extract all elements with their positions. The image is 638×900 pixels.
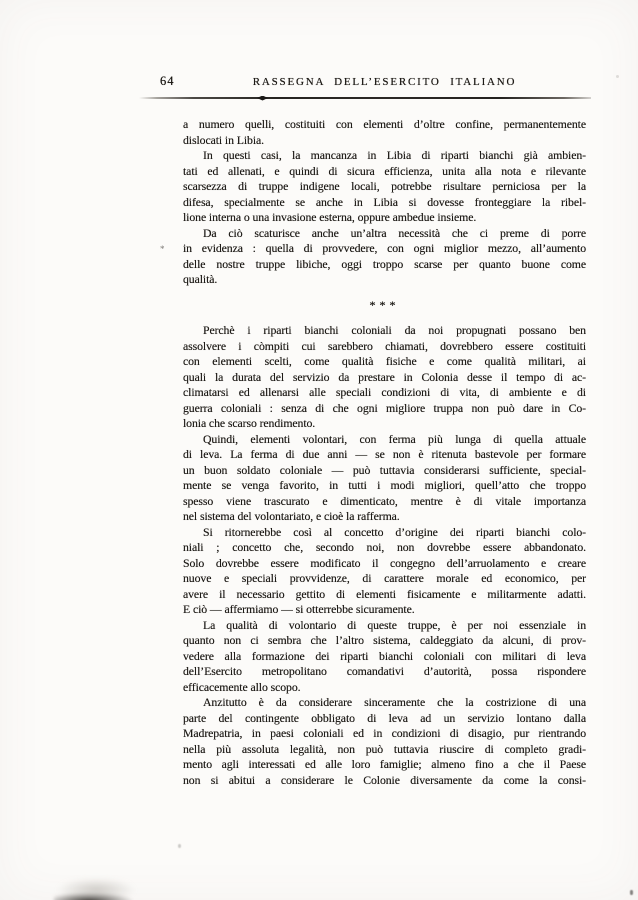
text-line: con elementi scelti, come qualità fisiche e come qualità militari, ai xyxy=(183,354,586,368)
journal-header-title: RASSEGNA DELL’ESERCITO ITALIANO xyxy=(252,76,517,88)
scan-speck xyxy=(616,75,619,78)
text-line: E ciò — affermiamo — si otterrebbe sicuramente. xyxy=(183,602,415,616)
scan-speck xyxy=(178,844,181,848)
text-line: lonia che scarso rendimento. xyxy=(183,416,316,430)
header-rule xyxy=(139,97,591,99)
text-line: dell’Esercito metropolitano comandativi d’autorità, possa rispondere xyxy=(183,664,586,678)
text-line: efficacemente allo scopo. xyxy=(183,679,301,694)
text-line: lione interna o una invasione esterna, oppure ambedue insieme. xyxy=(183,210,477,224)
text-line: avere il necessario gettito di elementi fisicamente e militarmente adatti. xyxy=(183,586,586,601)
text-line: Solo dovrebbe essere modificato il congegno dell’arruolamento e creare xyxy=(183,555,586,570)
text-line: nuove e speciali provvidenze, di carattere morale ed economico, per xyxy=(183,571,586,585)
text-line: Anzitutto è da considerare sinceramente che la costrizione di una xyxy=(203,695,586,709)
paragraph xyxy=(183,323,586,432)
text-line: quali la durata del servizio da prestare in Colonia desse il tempo di ac- xyxy=(183,369,586,384)
paragraph xyxy=(183,618,586,696)
rule-diamond-ornament xyxy=(257,96,268,101)
text-line: In questi casi, la mancanza in Libia di riparti bianchi già ambien- xyxy=(203,148,586,162)
text-line: quanto non ci sembra che l’altro sistema, caldeggiato da alcuni, di prov- xyxy=(183,633,586,647)
text-line: un buon soldato coloniale — può tuttavia considerarsi sufficiente, special- xyxy=(183,462,586,477)
text-line: climatarsi ed allenarsi alle speciali condizioni di vita, di ambiente e di xyxy=(183,385,586,399)
paragraph xyxy=(183,148,586,226)
text-line: mento agli interessati ed alle loro famiglie; almeno fino a che il Paese xyxy=(183,757,586,771)
text-line: non si abitui a considerare le Colonie diversamente da come la consi- xyxy=(183,772,586,787)
text-line: assolvere i còmpiti cui sarebbero chiamati, dovrebbero essere costituiti xyxy=(183,338,586,353)
text-line: nel sistema del volontariato, e cioè la rafferma. xyxy=(183,509,400,523)
scan-smudge-dark xyxy=(54,893,132,900)
text-line: in evidenza : quella di provvedere, con ogni miglior mezzo, all’aumento xyxy=(183,241,586,255)
page-number: 64 xyxy=(160,74,175,88)
text-line: spesso viene trascurato e dimenticato, mentre è di vitale importanza xyxy=(183,493,586,508)
paragraph xyxy=(183,226,586,288)
text-line: parte del contingente obbligato di leva ad un servizio lontano dalla xyxy=(183,710,586,725)
text-line: scarsezza di truppe indigene locali, potrebbe risultare perniciosa per la xyxy=(183,179,586,193)
paragraph xyxy=(183,117,586,148)
text-line: difesa, specialmente se anche in Libia si dovesse fronteggiare la ribel- xyxy=(183,194,586,209)
text-line: niali ; concetto che, secondo noi, non dovrebbe essere abbandonato. xyxy=(183,540,586,554)
paragraph xyxy=(183,525,586,618)
scan-speck xyxy=(630,890,633,895)
text-line: tati ed allenati, e quindi di sicura efficienza, unita alla nota e rilevante xyxy=(183,163,586,178)
text-line: delle nostre truppe libiche, oggi troppo scarse per quanto buone come xyxy=(183,256,586,271)
text-line: dislocati in Libia. xyxy=(183,132,264,147)
section-divider: *** xyxy=(369,297,400,312)
text-line: guerra coloniali : senza di che ogni migliore truppa non può dare in Co- xyxy=(183,400,586,415)
margin-annotation-asterisk: * xyxy=(160,244,165,254)
text-line: Si ritornerebbe così al concetto d’origine dei riparti bianchi colo- xyxy=(203,524,586,539)
paragraph xyxy=(183,695,586,788)
text-line: nella più assoluta legalità, non può tuttavia riuscire di completo gradi- xyxy=(183,741,586,756)
text-line: La qualità di volontario di queste truppe, è per noi essenziale in xyxy=(203,617,586,632)
text-line: vedere alla formazione dei riparti bianchi coloniali con militari di leva xyxy=(183,648,586,663)
text-line: Perchè i riparti bianchi coloniali da noi propugnati possano ben xyxy=(203,323,586,337)
text-line: Madrepatria, in paesi coloniali ed in condizioni di disagio, pur rientrando xyxy=(183,726,586,740)
paragraph xyxy=(183,432,586,525)
text-column xyxy=(183,117,586,788)
text-line: di leva. La ferma di due anni — se non è ritenuta bastevole per formare xyxy=(183,447,586,461)
text-line: mente se venga favorito, in tutti i modi migliori, quell’atto che troppo xyxy=(183,478,586,492)
text-line: a numero quelli, costituiti con elementi d’oltre confine, permanentemente xyxy=(183,117,586,131)
text-line: qualità. xyxy=(183,272,218,286)
text-line: Quindi, elementi volontari, con ferma più lunga di quella attuale xyxy=(203,431,586,446)
text-line: Da ciò scaturisce anche un’altra necessità che ci preme di porre xyxy=(203,225,586,240)
